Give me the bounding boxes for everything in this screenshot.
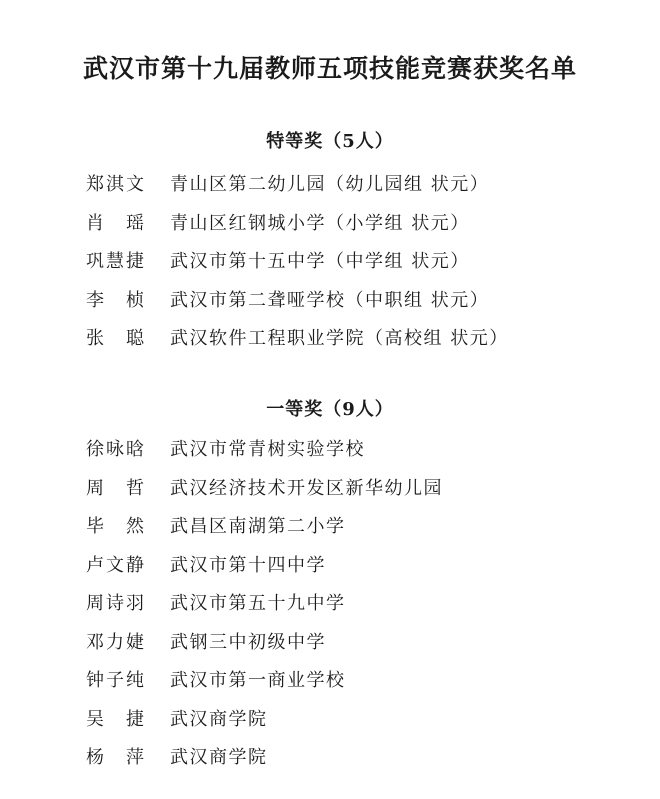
winner-name: 钟子纯 — [86, 670, 146, 691]
list-item — [86, 247, 509, 286]
winner-school: 青山区红钢城小学（小学组 状元） — [170, 212, 470, 234]
grand-prize-list — [86, 170, 509, 363]
page-title: 武汉市第十九届教师五项技能竞赛获奖名单 — [82, 54, 577, 83]
winner-school: 武汉市第十五中学（中学组 状元） — [170, 251, 470, 272]
winner-school: 武汉软件工程职业学院（高校组 状元） — [170, 328, 509, 349]
winner-school: 武汉市常青树实验学校 — [170, 439, 365, 460]
winner-name: 周诗羽 — [86, 593, 146, 614]
list-item — [86, 324, 509, 363]
list-item — [86, 551, 443, 590]
winner-name: 肖 瑶 — [86, 212, 146, 234]
winner-school: 武汉市第二聋哑学校（中职组 状元） — [170, 289, 490, 311]
list-item — [86, 435, 443, 474]
list-item — [86, 628, 443, 667]
list-item — [86, 743, 443, 782]
winner-school: 青山区第二幼儿园（幼儿园组 状元） — [170, 174, 490, 195]
winner-name: 杨 萍 — [86, 747, 146, 768]
list-item — [86, 286, 509, 325]
list-item — [86, 170, 509, 209]
section-heading-first-prize: 一等奖（9人） — [266, 399, 394, 420]
winner-name: 张 聪 — [86, 328, 146, 349]
winner-school: 武汉商学院 — [170, 708, 268, 730]
winner-school: 武汉市第五十九中学 — [170, 593, 346, 614]
list-item — [86, 512, 443, 551]
winner-name: 郑淇文 — [86, 174, 146, 195]
section-heading-grand-prize: 特等奖（5人） — [266, 131, 394, 152]
winner-school: 武汉商学院 — [170, 747, 268, 768]
winner-school: 武昌区南湖第二小学 — [170, 516, 346, 537]
winner-school: 武钢三中初级中学 — [170, 631, 326, 653]
winner-school: 武汉经济技术开发区新华幼儿园 — [170, 477, 443, 499]
winner-name: 吴 捷 — [86, 708, 146, 730]
list-item — [86, 705, 443, 744]
winner-school: 武汉市第一商业学校 — [170, 670, 346, 691]
winner-name: 李 桢 — [86, 289, 146, 311]
winner-name: 周 哲 — [86, 477, 146, 499]
winner-name: 毕 然 — [86, 516, 146, 537]
list-item — [86, 589, 443, 628]
list-item — [86, 474, 443, 513]
list-item — [86, 209, 509, 248]
winner-name: 徐咏晗 — [86, 439, 146, 460]
winner-name: 卢文静 — [86, 554, 146, 576]
winner-name: 巩慧捷 — [86, 251, 146, 272]
winner-name: 邓力婕 — [86, 631, 146, 653]
list-item — [86, 666, 443, 705]
winner-school: 武汉市第十四中学 — [170, 554, 326, 576]
first-prize-list — [86, 435, 443, 782]
